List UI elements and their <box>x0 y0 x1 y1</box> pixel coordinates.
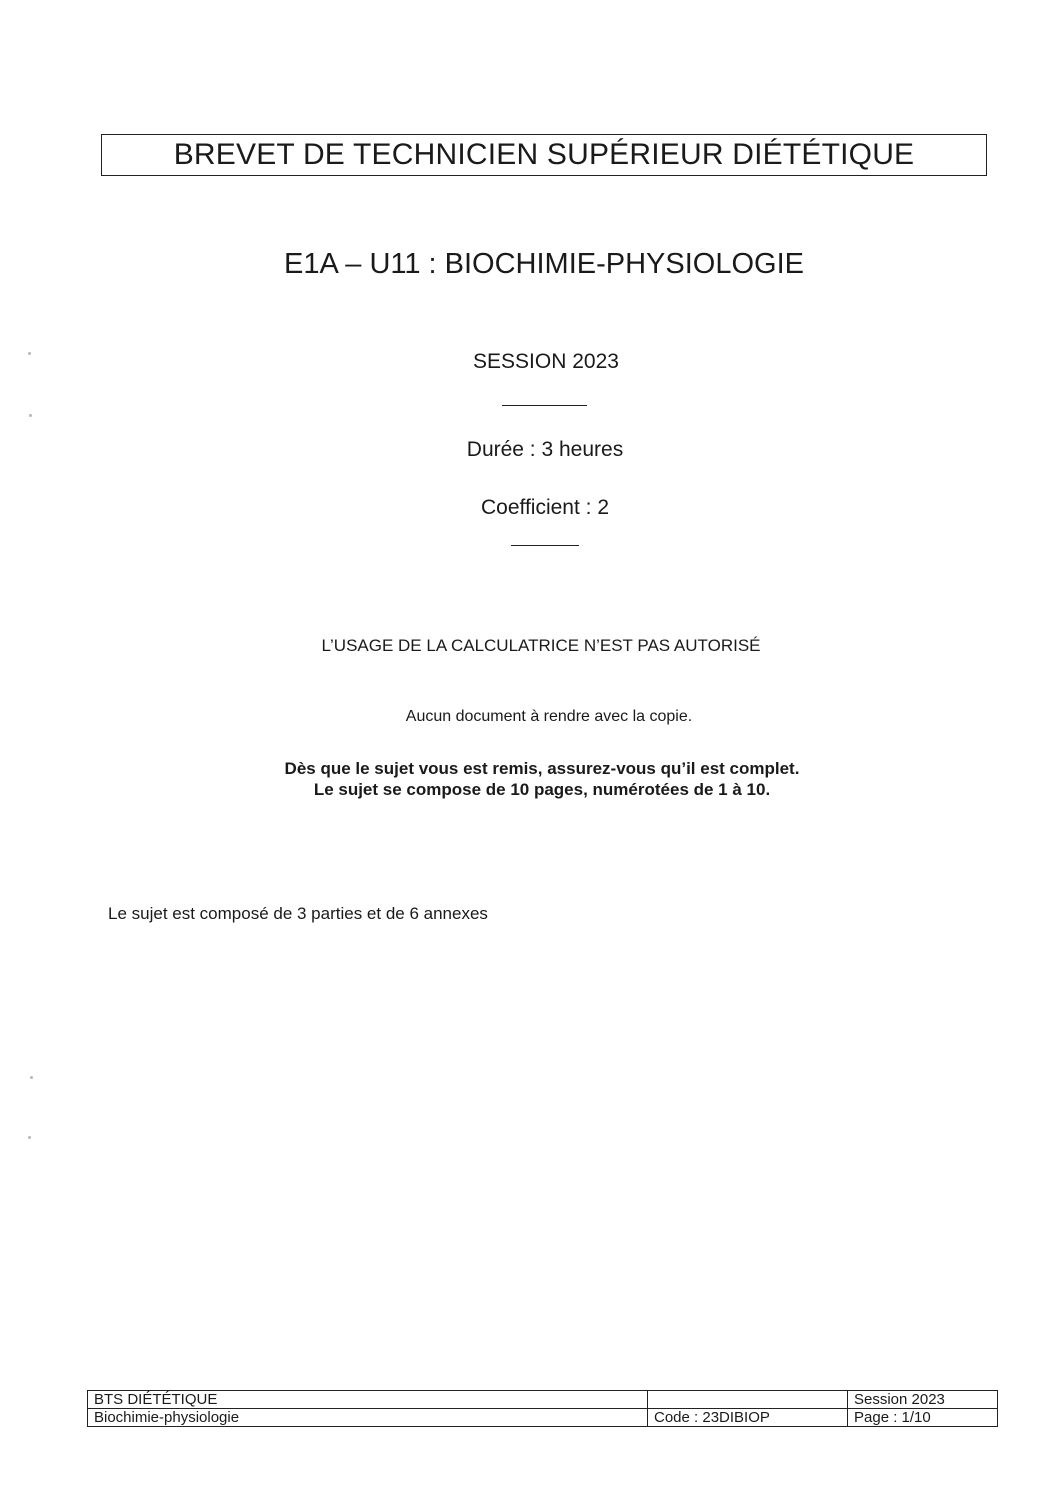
check-complete-notice: Dès que le sujet vous est remis, assurez-vous qu’il est complet. <box>284 759 800 778</box>
scan-speck <box>28 1136 31 1139</box>
footer-subject: Biochimie-physiologie <box>88 1409 648 1427</box>
footer-session: Session 2023 <box>848 1391 998 1409</box>
scan-speck <box>30 1076 33 1079</box>
page-count-notice: Le sujet se compose de 10 pages, numérotées de 1 à 10. <box>313 780 771 799</box>
document-title: BREVET DE TECHNICIEN SUPÉRIEUR DIÉTÉTIQUE <box>101 134 987 176</box>
scan-speck <box>28 352 31 355</box>
footer-code: Code : 23DIBIOP <box>648 1409 848 1427</box>
composition-text: Le sujet est composé de 3 parties et de 6 annexes <box>108 904 488 923</box>
exam-coefficient: Coefficient : 2 <box>480 496 610 519</box>
no-document-notice: Aucun document à rendre avec la copie. <box>405 708 693 725</box>
footer-table <box>87 1390 998 1427</box>
footer-empty-cell <box>648 1391 848 1409</box>
footer-page: Page : 1/10 <box>848 1409 998 1427</box>
calculator-notice: L’USAGE DE LA CALCULATRICE N’EST PAS AUTORISÉ <box>321 636 761 655</box>
divider-bottom <box>511 545 579 546</box>
divider-top <box>502 405 587 406</box>
footer-diploma: BTS DIÉTÉTIQUE <box>88 1391 648 1409</box>
footer-row-1 <box>88 1391 998 1409</box>
exam-session: SESSION 2023 <box>473 350 619 373</box>
exam-subject: E1A – U11 : BIOCHIMIE-PHYSIOLOGIE <box>283 248 805 280</box>
exam-duration: Durée : 3 heures <box>466 438 624 461</box>
scan-speck <box>29 414 32 417</box>
footer-row-2 <box>88 1409 998 1427</box>
